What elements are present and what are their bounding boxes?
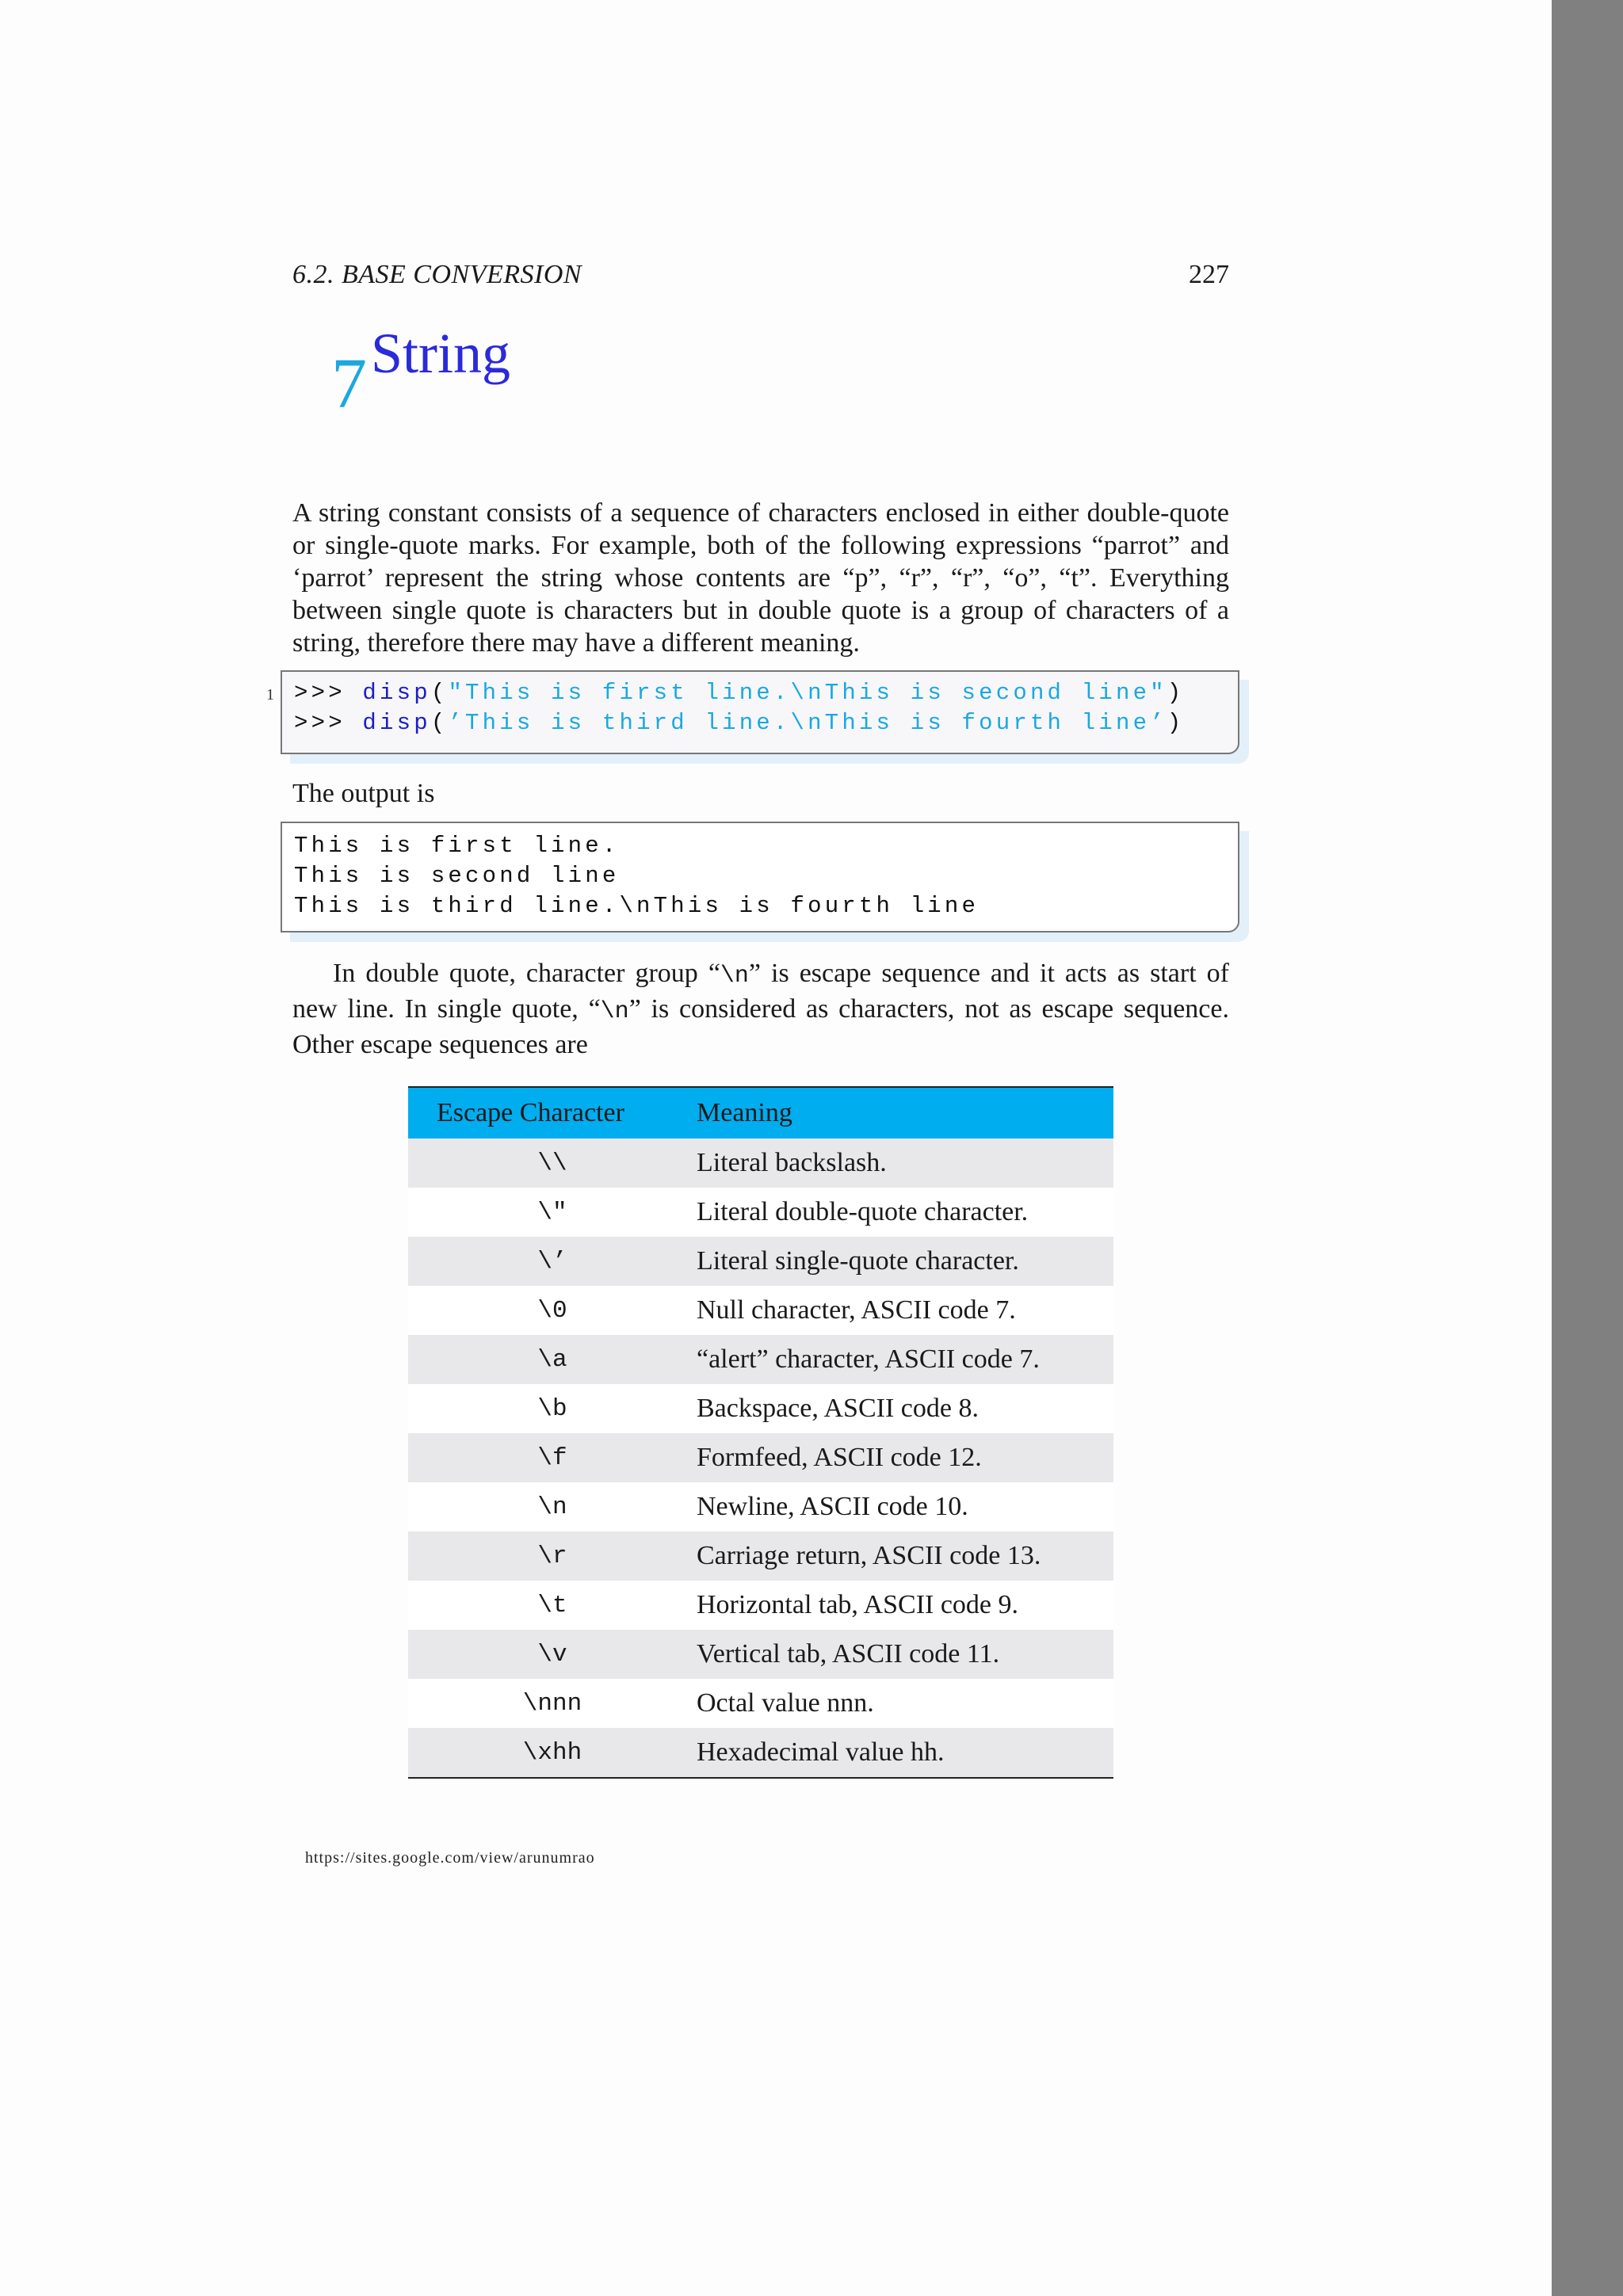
- escape-cell: \": [408, 1188, 697, 1237]
- paragraph-text: In double quote, character group “: [333, 959, 720, 988]
- escape-cell: \t: [408, 1581, 697, 1630]
- meaning-cell: Null character, ASCII code 7.: [697, 1286, 1113, 1335]
- code-input-line: [294, 678, 1184, 708]
- meaning-cell: Hexadecimal value hh.: [697, 1728, 1113, 1778]
- code-line-number: 1: [266, 686, 274, 704]
- meaning-cell: Literal single-quote character.: [697, 1237, 1113, 1286]
- escape-cell: \v: [408, 1630, 697, 1679]
- running-head: [292, 260, 1229, 299]
- table-row: [408, 1679, 1113, 1728]
- chapter-number: 7: [331, 345, 367, 423]
- table-row: [408, 1728, 1113, 1778]
- code-prompt: >>>: [294, 680, 363, 706]
- code-function: disp: [362, 710, 431, 736]
- inline-code: \n: [600, 998, 629, 1025]
- escape-cell: \’: [408, 1237, 697, 1286]
- viewer-scrollbar[interactable]: [1552, 0, 1623, 2296]
- table-row: [408, 1237, 1113, 1286]
- table-row: [408, 1188, 1113, 1237]
- meaning-cell: Vertical tab, ASCII code 11.: [697, 1630, 1113, 1679]
- footer-url: https://sites.google.com/view/arunumrao: [305, 1849, 595, 1867]
- escape-cell: \b: [408, 1384, 697, 1433]
- meaning-cell: Backspace, ASCII code 8.: [697, 1384, 1113, 1433]
- meaning-cell: Carriage return, ASCII code 13.: [697, 1531, 1113, 1581]
- table-header-row: [408, 1087, 1113, 1138]
- table-row: [408, 1138, 1113, 1188]
- meaning-cell: Octal value nnn.: [697, 1679, 1113, 1728]
- intro-paragraph: A string constant consists of a sequence of characters enclosed in either double-quote or single-quote marks. For example, both of the following expressions “parrot” and ‘parrot’ represent the string whose contents are “p”, “r”, “r”, “o”, “t”. Everything between single quote is characters but in double quote is a group of characters of a string, therefore there may have a different meaning.: [292, 498, 1229, 658]
- table-row: [408, 1433, 1113, 1482]
- header-meaning: Meaning: [697, 1087, 1113, 1138]
- escape-cell: \a: [408, 1335, 697, 1384]
- meaning-cell: Literal double-quote character.: [697, 1188, 1113, 1237]
- escape-cell: \\: [408, 1138, 697, 1188]
- code-output-line: This is third line.\nThis is fourth line: [294, 893, 980, 919]
- escape-cell: \xhh: [408, 1728, 697, 1778]
- inline-code: \n: [720, 963, 749, 990]
- meaning-cell: “alert” character, ASCII code 7.: [697, 1335, 1113, 1384]
- code-input-listing: [281, 670, 1239, 754]
- escape-cell: \nnn: [408, 1679, 697, 1728]
- code-paren: (: [430, 680, 449, 706]
- escape-sequence-table: [408, 1086, 1113, 1779]
- table-row: [408, 1384, 1113, 1433]
- table-row: [408, 1531, 1113, 1581]
- table-row: [408, 1286, 1113, 1335]
- table-row: [408, 1581, 1113, 1630]
- code-input-line: [294, 708, 1184, 738]
- code-string: "This is first line.\nThis is second line": [448, 680, 1167, 706]
- paragraph-text: ” is escape sequence and it acts as start of new line. In single quote, “: [292, 959, 1229, 1024]
- meaning-cell: Horizontal tab, ASCII code 9.: [697, 1581, 1113, 1630]
- escape-cell: \f: [408, 1433, 697, 1482]
- code-output-listing: [281, 822, 1239, 933]
- code-function: disp: [362, 680, 431, 706]
- code-output-line: This is first line.: [294, 833, 620, 859]
- table-row: [408, 1630, 1113, 1679]
- table-row: [408, 1482, 1113, 1531]
- escape-cell: \r: [408, 1531, 697, 1581]
- chapter-title: String: [371, 322, 511, 385]
- meaning-cell: Newline, ASCII code 10.: [697, 1482, 1113, 1531]
- paragraph-text: ” is considered as characters, not as escape sequence. Other escape sequences are: [292, 994, 1229, 1059]
- header-escape-character: Escape Character: [408, 1087, 697, 1138]
- code-paren: ): [1167, 710, 1185, 736]
- escape-cell: \0: [408, 1286, 697, 1335]
- code-output-line: This is second line: [294, 863, 620, 889]
- page-number: 227: [1189, 260, 1229, 289]
- code-prompt: >>>: [294, 710, 363, 736]
- code-string: ’This is third line.\nThis is fourth line’: [448, 710, 1167, 736]
- meaning-cell: Formfeed, ASCII code 12.: [697, 1433, 1113, 1482]
- escape-cell: \n: [408, 1482, 697, 1531]
- code-paren: ): [1167, 680, 1185, 706]
- meaning-cell: Literal backslash.: [697, 1138, 1113, 1188]
- table-row: [408, 1335, 1113, 1384]
- code-paren: (: [430, 710, 449, 736]
- output-label: The output is: [292, 779, 435, 808]
- escape-explanation-paragraph: [292, 957, 1229, 1061]
- running-head-section: 6.2. BASE CONVERSION: [292, 260, 582, 289]
